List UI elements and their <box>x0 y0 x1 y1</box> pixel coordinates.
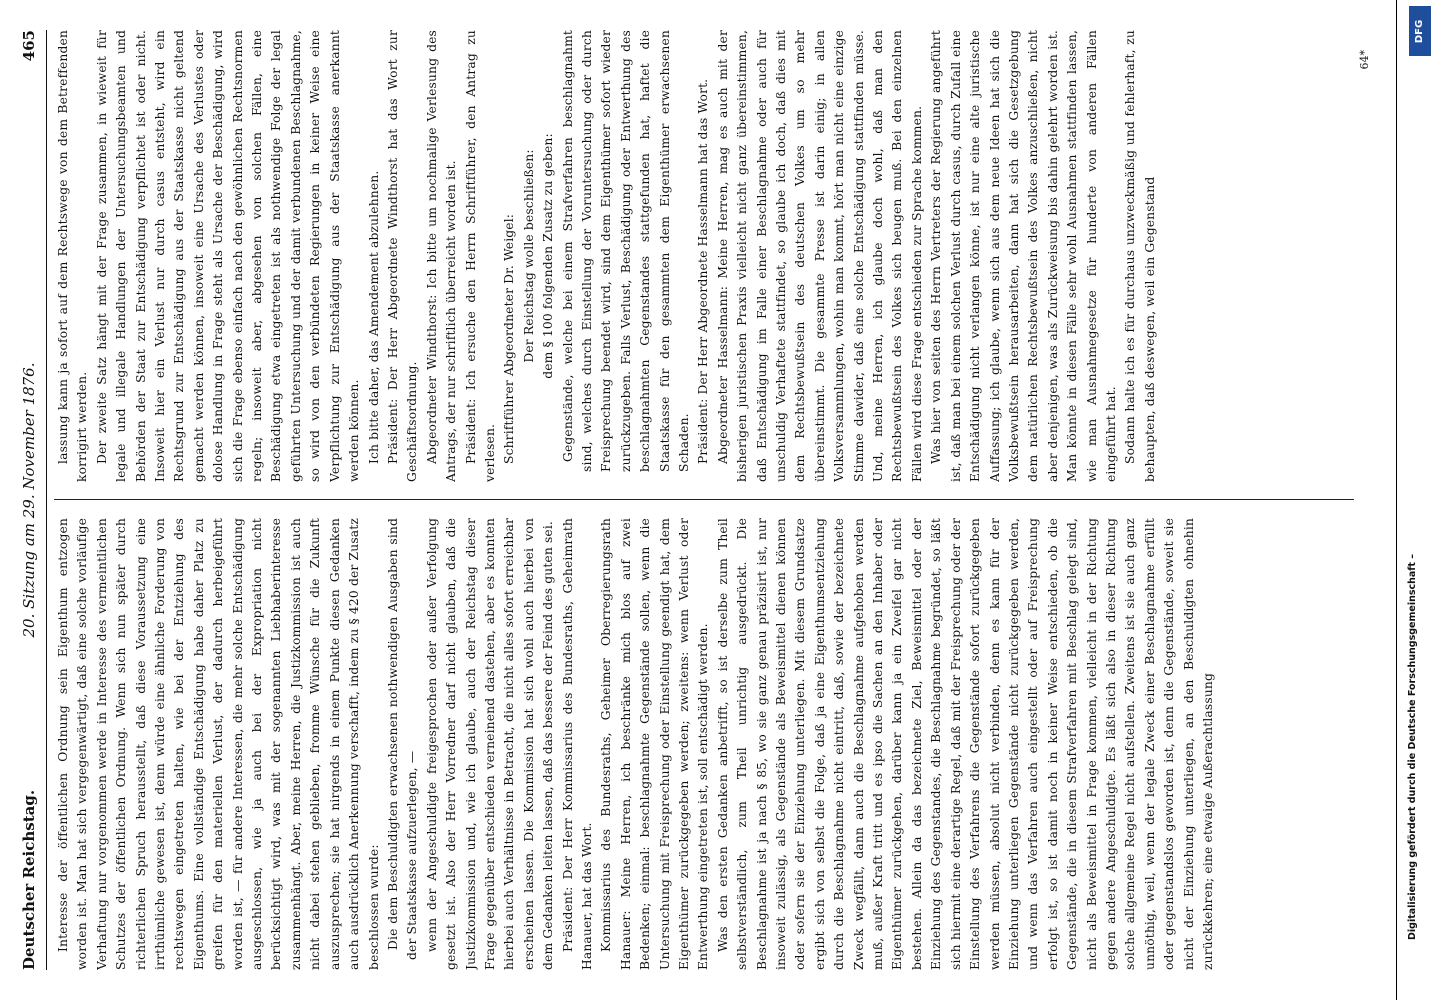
column-left <box>54 518 1354 970</box>
running-title: Deutscher Reichstag. <box>20 789 38 970</box>
column-divider <box>54 499 1354 500</box>
speaker-paragraph: Präsident: Ich ersuche den Herrn Schriftführer, den Antrag zu verlesen. <box>463 30 497 482</box>
dfg-logo-text: DFG <box>1414 19 1426 43</box>
paragraph: Sodann halte ich es für durchaus unzweckmäßig und fehlerhaft, zu behaupten, daß deswegen, weil ein Gegenstand <box>1123 30 1157 482</box>
paragraph: Der zweite Satz hängt mit der Frage zusammen, in wieweit für legale und illegale Handlungen der Untersuchungsbeamten und Behörden der Staat zur Entschädigung verpflichtet ist oder nicht. Insoweit hier ein Verlust nur durch casus entsteht, wird ein Rechtsgrund zur Entschädigung aus der Staatskasse nicht geltend gemacht werden können, insoweit eine Ursache des Verlustes oder dolose Handlung in Frage steht als Ursache der Beschädigung, wird sich die Frage ebenso einfach nach den gewöhnlichen Rechtsnormen regeln; insoweit aber, abgesehen von solchen Fällen, eine Beschädigung etwa eingetreten ist als nothwendige Folge der legal geführten Untersuchung und der damit verbundenen Beschlagnahme, so wird von den verbündeten Regierungen in keiner Weise eine Verpflichtung zur Entschädigung aus der Staatskasse anerkannt werden können. <box>94 30 362 482</box>
speaker-paragraph: Kommissarius des Bundesraths, Geheimer Oberregierungsrath Hanauer: Meine Herren, ich beschränke mich blos auf zwei Bedenken; einmal: beschlagnahmte Gegenstände sollen, wenn die Untersuchung mit Freisprechung oder Einstellung geendigt hat, dem Eigenthümer zurückgegeben werden; zweitens: wenn Verlust oder Entwerthung eingetreten ist, soll entschädigt werden. <box>599 518 711 970</box>
paragraph: Interesse der öffentlichen Ordnung sein Eigenthum entzogen worden ist. Man hat sich vergegenwärtigt, daß eine solche vorläufige Verhaftung nur vorgenommen werde in Interesse des vermeintlichen Schutzes der öffentlichen Ordnung. Wenn sich nun später durch richterlichen Spruch herausstellt, daß diese Voraussetzung eine irrthümliche gewesen ist, denn würde eine ähnliche Forderung von rechtswegen eingetreten halten, wie bei der Entziehung des Eigenthums. Eine vollständige Entschädigung habe daher Platz zu greifen für den materiellen Verlust, der dadurch herbeigeführt worden ist, — für andere Interessen, die mehr solche Entschädigung ausgeschlossen, wie ja auch bei der Expropriation nicht berücksichtigt wird, was mit der sogenannten Liebhaberinteresse zusammenhängt. Aber, meine Herren, die Justizkommission ist auch nicht dabei stehen geblieben, fromme Wünsche für die Zukunft auszusprechen; sie hat nirgends in einem Punkte diesen Gedanken auch ausdrücklich Anerkennung verschafft, indem zu § 420 der Zusatz beschlossen wurde: <box>56 518 381 970</box>
speaker-paragraph: Abgeordneter Windthorst: Ich bitte um nochmalige Verlesung des Antrags, der nur schriftlich überreicht worden ist. <box>424 30 459 482</box>
margin-rule <box>1396 0 1397 1000</box>
page-number: 465 <box>20 30 38 62</box>
motion-text: Gegenstände, welche bei einem Strafverfahren beschlagnahmt sind, welches durch Einstellung der Voruntersuchung oder durch Freisprechung beendet wird, sind dem Eigenthümer sofort wieder zurückzugeben. Falls Verlust, Beschädigung oder Entwerthung des beschlagnahmten Gegenstandes stattgefunden hat, haftet die Staatskasse für den gesammten dem Eigenthümer erwachsenen Schaden. <box>560 30 691 472</box>
digitization-credit <box>1405 10 1423 990</box>
speaker-paragraph: Schriftführer Abgeordneter Dr. Weigel: <box>502 213 517 464</box>
speaker-paragraph: Präsident: Der Herr Kommissarius des Bundesraths, Geheimrath Hanauer, hat das Wort. <box>560 518 594 970</box>
paragraph: wenn der Angeschuldigte freigesprochen oder außer Verfolgung gesetzt ist. Also der Herr Vorredner darf nicht glauben, daß die Justizkommission und, wie ich glaube, auch der Reichstag dieser Frage gegenüber entschieden verneinend dastehen, aber es konnten hierbei auch Verhältnisse in Betracht, die nicht alles sofort erreichbar erscheinen lassen. Die Kommission hat sich wohl auch hierbei von dem Gedanken leiten lassen, daß das bessere der Feind des guten sei. <box>424 518 556 970</box>
dfg-logo <box>1409 6 1431 56</box>
speaker-paragraph: Abgeordneter Hasselmann: Meine Herren, mag es auch mit der bisherigen juristischen Praxis vielleicht nicht ganz übereinstimmen, daß Entschädigung im Falle einer Beschlagnahme oder auch für unschuldig Verhaftete stattfindet, so glaube ich doch, daß dies mit dem Rechtsbewußtsein des deutschen Volkes um so mehr übereinstimmt. Die gesammte Presse ist darin einig; in allen Volksversammlungen, wohin man kommt, hört man nicht eine einzige Stimme dawider, daß eine solche Entschädigung stattfinden müsse. Und, meine Herren, ich glaube doch wohl, daß man den Rechtsbewußtsein des Volkes sich beugen muß. Bei den einzelnen Fällen wird diese Frage entschieden zur Sprache kommen. <box>715 30 924 482</box>
column-right <box>54 30 1354 482</box>
quoted-addendum: Die dem Beschuldigten erwachsenen nothwendigen Ausgaben sind der Staatskasse aufzuerlegen, — <box>385 518 420 960</box>
motion-intro: Der Reichstag wolle beschließen: <box>521 149 536 363</box>
paragraph: Was hier von seiten des Herrn Vertreters der Regierung angeführt ist, daß man bei einem solchen Verlust durch casus, durch Zufall eine Entschädigung nicht verlangen könne, ist nur eine alte juristische Auffassung; ich glaube, wenn sich aus dem neue Ideen hat sich die Volksbewußtsein herausarbeiten, dann hat sich die Gesetzgebung dem natürlichen Rechtsbewußtsein des Volkes anzuschließen, nicht aber denjenigen, was als Zurückweisung bis dahin gelehrt worden ist. Man könnte in diesen Fälle sehr wohl Ausnahmen stattfinden lassen, wie man Ausnahmegesetze für hunderte von anderen Fällen eingeführt hat. <box>929 30 1118 482</box>
speaker-paragraph: Präsident: Der Herr Abgeordnete Windthorst hat das Wort zur Geschäftsordnung. <box>385 30 420 482</box>
paragraph: Ich bitte daher, das Amendement abzulehnen. <box>366 170 381 464</box>
running-head <box>20 30 42 970</box>
speaker-paragraph: Präsident: Der Herr Abgeordnete Hasselmann hat das Wort. <box>696 78 711 464</box>
paragraph: Was den ersten Gedanken anbetrifft, so ist derselbe zum Theil selbstverständlich, zum Theil unrichtig ausgedrückt. Die Beschlagnahme ist ja nach § 85, wo sie ganz genau präzisirt ist, nur insoweit zulässig, als Gegenstände als Beweismittel dienen können oder sofern sie der Einziehung unterliegen. Mit diesem Grundsatze ergibt sich von selbst die Folge, daß ja eine Eigenthumsentziehung durch die Beschlagnahme nicht eintritt, daß, sowie der bezeichnete Zweck wegfällt, dann auch die Beschlagnahme aufgehoben werden muß, außer Kraft tritt und es ipso die Sachen an den Inhaber oder Eigenthümer zurückgehen, darüber kann ja ein Zweifel gar nicht bestehen. Allein da das bezeichnete Ziel, Beweismittel oder der Einziehung des Gegenstandes, die Beschlagnahme begründet, so läßt sich hiermit eine derartige Regel, daß mit der Freisprechung oder der Einstellung des Verfahrens die Gegenstände sofort zurückgegeben werden müssen, absolut nicht verbinden, denn es kann für der Einziehung unterliegen Gegenstände nicht zurückgegeben werden, und wenn das Verfahren auch eingestellt oder auf Freisprechung erfolgt ist, so ist damit noch in keiner Weise entschieden, ob die Gegenstände, die in diesem Strafverfahren mit Beschlag gelegt sind, nicht als Beweismittel in Frage kommen, vielleicht in der Richtung gegen andere Angeschuldigte. Es läßt sich also in dieser Richtung solche allgemeine Regel nicht aufstellen. Zweitens ist sie auch ganz unnöthig, weil, wenn der legale Zweck einer Beschlagnahme erfüllt oder gegenstandslos geworden ist, denn die Gegenstände, soweit sie nicht der Einziehung unterliegen, an den Beschuldigten ohnehin zurückkehren; eine etwaige Außerachtlassung <box>715 518 1215 970</box>
credit-text: Digitalisierung gefördert durch die Deutsche Forschungsgemeinschaft – <box>1407 553 1418 940</box>
paragraph: lassung kann ja sofort auf dem Rechtswege von dem Betreffenden korrigirt werden. <box>56 30 90 482</box>
signature-mark: 64* <box>1358 50 1371 70</box>
session-title: 20. Sitzung am 29. November 1876. <box>20 362 38 638</box>
header-rule <box>46 30 47 970</box>
motion-intro: dem § 100 folgenden Zusatz zu geben: <box>541 133 556 379</box>
scanned-page <box>8 10 1400 990</box>
